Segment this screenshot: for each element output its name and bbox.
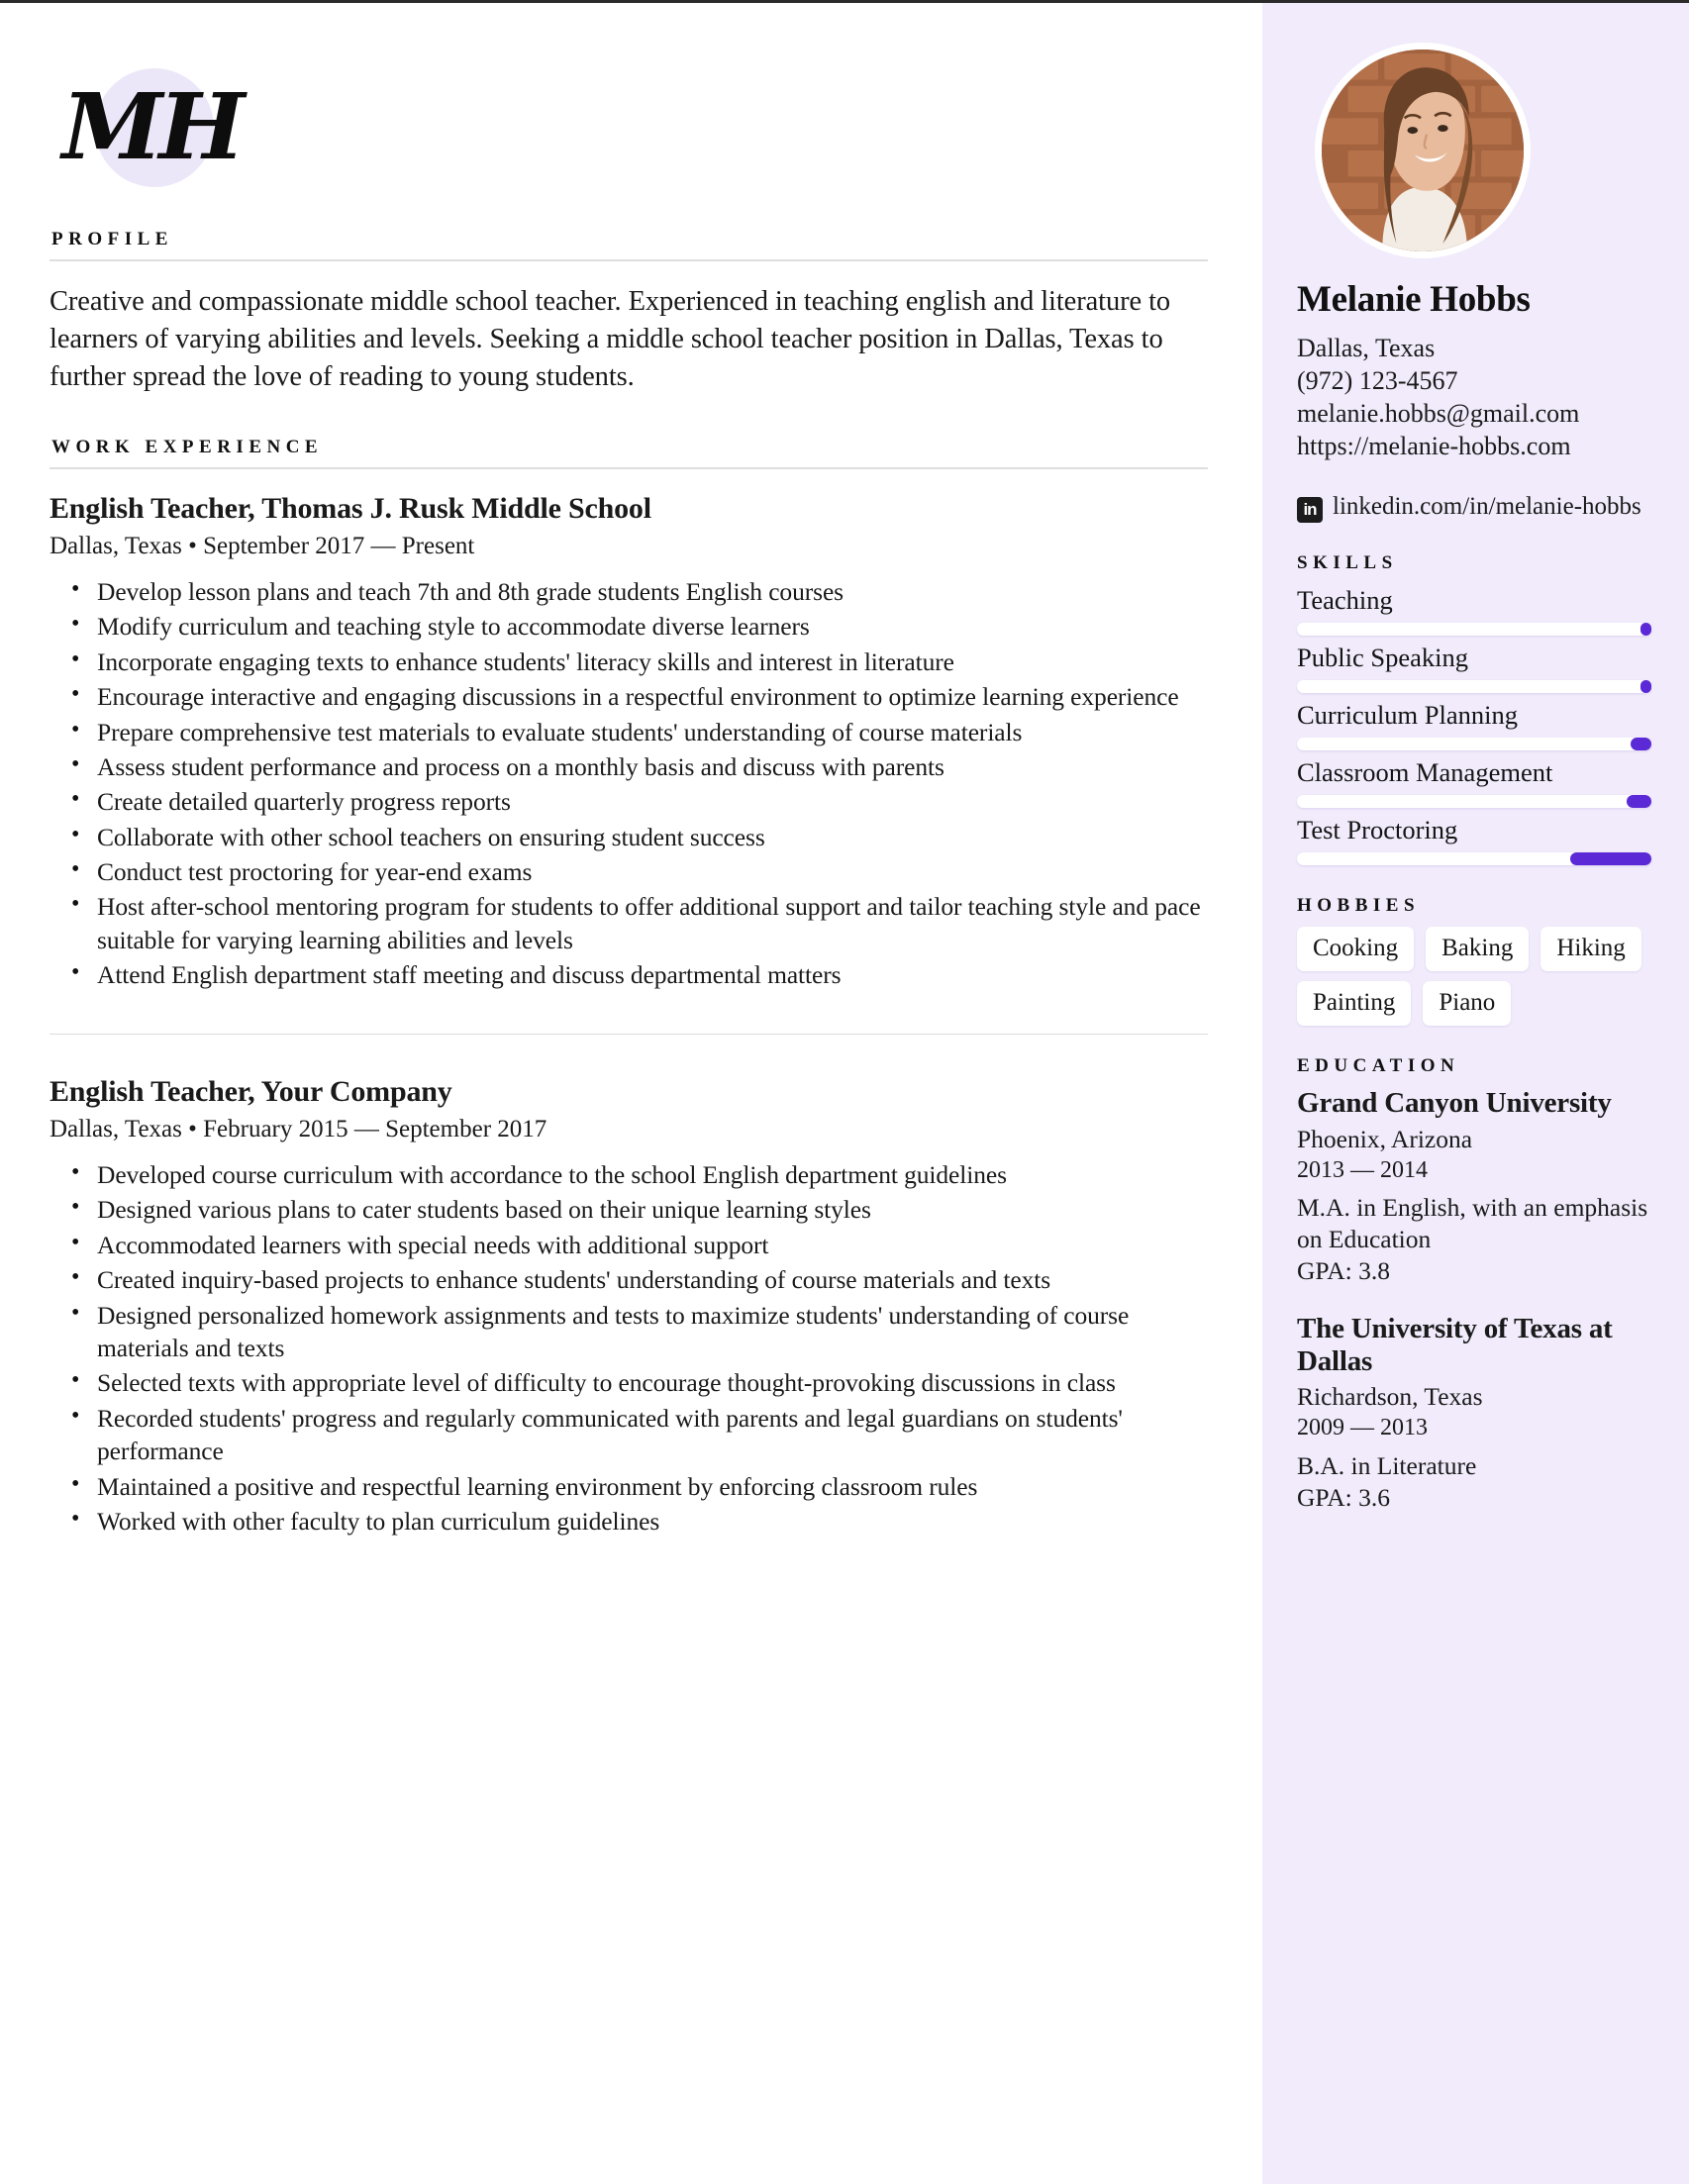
education-degree: M.A. in English, with an emphasis on Education <box>1297 1193 1648 1253</box>
hobby-chip-list <box>1297 927 1651 1026</box>
job-bullet-list <box>50 1158 1208 1538</box>
list-item: • Collaborate with other school teachers on ensuring student success <box>95 821 1208 853</box>
education-dates: 2009 — 2013 <box>1297 1415 1428 1441</box>
profile-section <box>50 229 1208 397</box>
list-item: • Worked with other faculty to plan curriculum guidelines <box>95 1505 1208 1538</box>
list-item: • Develop lesson plans and teach 7th and 8th grade students English courses <box>95 575 1208 608</box>
skill-bar-fill <box>1627 795 1651 808</box>
monogram-logo <box>57 52 246 201</box>
full-name: Melanie Hobbs <box>1297 279 1531 320</box>
skill-bar-track <box>1297 680 1651 693</box>
skill-label: Classroom Management <box>1297 757 1553 787</box>
education-location: Phoenix, Arizona <box>1297 1124 1473 1153</box>
skills-section <box>1297 552 1651 866</box>
skill-bar-fill <box>1631 738 1651 750</box>
skill-bar-track <box>1297 738 1651 750</box>
section-divider <box>50 259 1208 261</box>
education-section <box>1297 1055 1651 1514</box>
skill-item <box>1297 642 1651 693</box>
education-entry <box>1297 1313 1651 1514</box>
list-item: • Host after-school mentoring program for students to offer additional support and tailor teaching style and pace suitable for varying learning abilities and levels <box>95 890 1208 956</box>
skill-item <box>1297 756 1651 808</box>
education-dates: 2013 — 2014 <box>1297 1156 1428 1183</box>
skill-label: Curriculum Planning <box>1297 699 1519 730</box>
profile-photo <box>1322 50 1524 251</box>
skill-item <box>1297 584 1651 636</box>
contact-block <box>1297 333 1651 523</box>
sidebar <box>1262 3 1689 2184</box>
hobby-chip: Baking <box>1426 927 1529 971</box>
list-item: • Accommodated learners with special needs with additional support <box>95 1229 1208 1261</box>
list-item: • Designed various plans to cater students based on their unique learning styles <box>95 1193 1208 1226</box>
linkedin-icon: in <box>1297 497 1323 523</box>
job-divider <box>50 1034 1208 1035</box>
section-heading-education: EDUCATION <box>1297 1055 1460 1077</box>
hobby-chip: Painting <box>1297 981 1411 1026</box>
list-item: • Incorporate engaging texts to enhance students' literacy skills and interest in literature <box>95 645 1208 678</box>
list-item: • Recorded students' progress and regularly communicated with parents and legal guardians on students' performance <box>95 1402 1208 1468</box>
profile-summary-text: Creative and compassionate middle school teacher. Experienced in teaching english and literature to learners of varying abilities and levels. Seeking a middle school teacher position in Dallas, Texas to further spread the love of reading to young students. <box>50 286 1171 393</box>
list-item: • Maintained a positive and respectful learning environment by enforcing classroom rules <box>95 1470 1208 1503</box>
hobby-chip: Piano <box>1423 981 1511 1026</box>
contact-location: Dallas, Texas <box>1297 333 1436 362</box>
contact-linkedin-text: linkedin.com/in/melanie-hobbs <box>1333 492 1641 520</box>
contact-website[interactable]: https://melanie-hobbs.com <box>1297 432 1571 461</box>
skill-bar-track <box>1297 852 1651 865</box>
list-item: • Conduct test proctoring for year-end exams <box>95 855 1208 888</box>
skill-label: Teaching <box>1297 584 1393 615</box>
education-entry <box>1297 1087 1651 1287</box>
skill-item <box>1297 699 1651 750</box>
job-title: English Teacher, Your Company <box>50 1074 452 1108</box>
skill-item <box>1297 814 1651 865</box>
list-item: • Create detailed quarterly progress reports <box>95 785 1208 818</box>
job-bullet-list <box>50 575 1208 992</box>
list-item: • Prepare comprehensive test materials to evaluate students' understanding of course materials <box>95 716 1208 748</box>
avatar <box>1315 43 1531 258</box>
work-experience-section <box>50 437 1208 1539</box>
section-heading-hobbies: HOBBIES <box>1297 895 1421 917</box>
education-school: Grand Canyon University <box>1297 1087 1612 1120</box>
list-item: • Encourage interactive and engaging discussions in a respectful environment to optimize learning experience <box>95 680 1208 713</box>
job-entry <box>50 491 1208 992</box>
photo-illustration <box>1322 50 1524 251</box>
job-location-dates: Dallas, Texas • September 2017 — Present <box>50 532 475 559</box>
hobbies-section <box>1297 895 1651 1026</box>
contact-linkedin[interactable] <box>1297 491 1651 523</box>
skill-bar-fill <box>1640 623 1651 636</box>
education-gpa: GPA: 3.8 <box>1297 1256 1391 1286</box>
section-heading-skills: SKILLS <box>1297 551 1398 573</box>
section-heading-work-experience: WORK EXPERIENCE <box>51 436 324 457</box>
education-gpa: GPA: 3.6 <box>1297 1483 1391 1513</box>
hobby-chip: Cooking <box>1297 927 1414 971</box>
education-degree: B.A. in Literature <box>1297 1450 1477 1480</box>
list-item: • Developed course curriculum with accordance to the school English department guidelines <box>95 1158 1208 1191</box>
skill-label: Public Speaking <box>1297 642 1468 672</box>
section-heading-profile: PROFILE <box>51 229 173 249</box>
monogram-initials: MH <box>61 73 242 180</box>
education-location: Richardson, Texas <box>1297 1382 1483 1412</box>
hobby-chip: Hiking <box>1540 927 1640 971</box>
list-item: • Designed personalized homework assignments and tests to maximize students' understanding of course materials and texts <box>95 1299 1208 1365</box>
job-title: English Teacher, Thomas J. Rusk Middle School <box>50 491 651 525</box>
list-item: • Selected texts with appropriate level of difficulty to encourage thought-provoking discussions in class <box>95 1366 1208 1399</box>
skill-bar-track <box>1297 623 1651 636</box>
skill-label: Test Proctoring <box>1297 815 1458 845</box>
contact-phone[interactable]: (972) 123-4567 <box>1297 365 1458 395</box>
main-column <box>0 3 1262 1543</box>
list-item: • Created inquiry-based projects to enhance students' understanding of course materials and texts <box>95 1263 1208 1296</box>
list-item: • Attend English department staff meeting and discuss departmental matters <box>95 958 1208 991</box>
skill-bar-fill <box>1640 680 1651 693</box>
list-item: • Assess student performance and process on a monthly basis and discuss with parents <box>95 750 1208 783</box>
skill-bar-fill <box>1570 852 1651 865</box>
job-location-dates: Dallas, Texas • February 2015 — September 2017 <box>50 1116 547 1143</box>
education-school: The University of Texas at Dallas <box>1297 1313 1613 1377</box>
list-item: • Modify curriculum and teaching style to accommodate diverse learners <box>95 610 1208 643</box>
section-divider <box>50 467 1208 469</box>
skill-bar-track <box>1297 795 1651 808</box>
contact-email[interactable]: melanie.hobbs@gmail.com <box>1297 399 1580 429</box>
job-entry <box>50 1074 1208 1539</box>
